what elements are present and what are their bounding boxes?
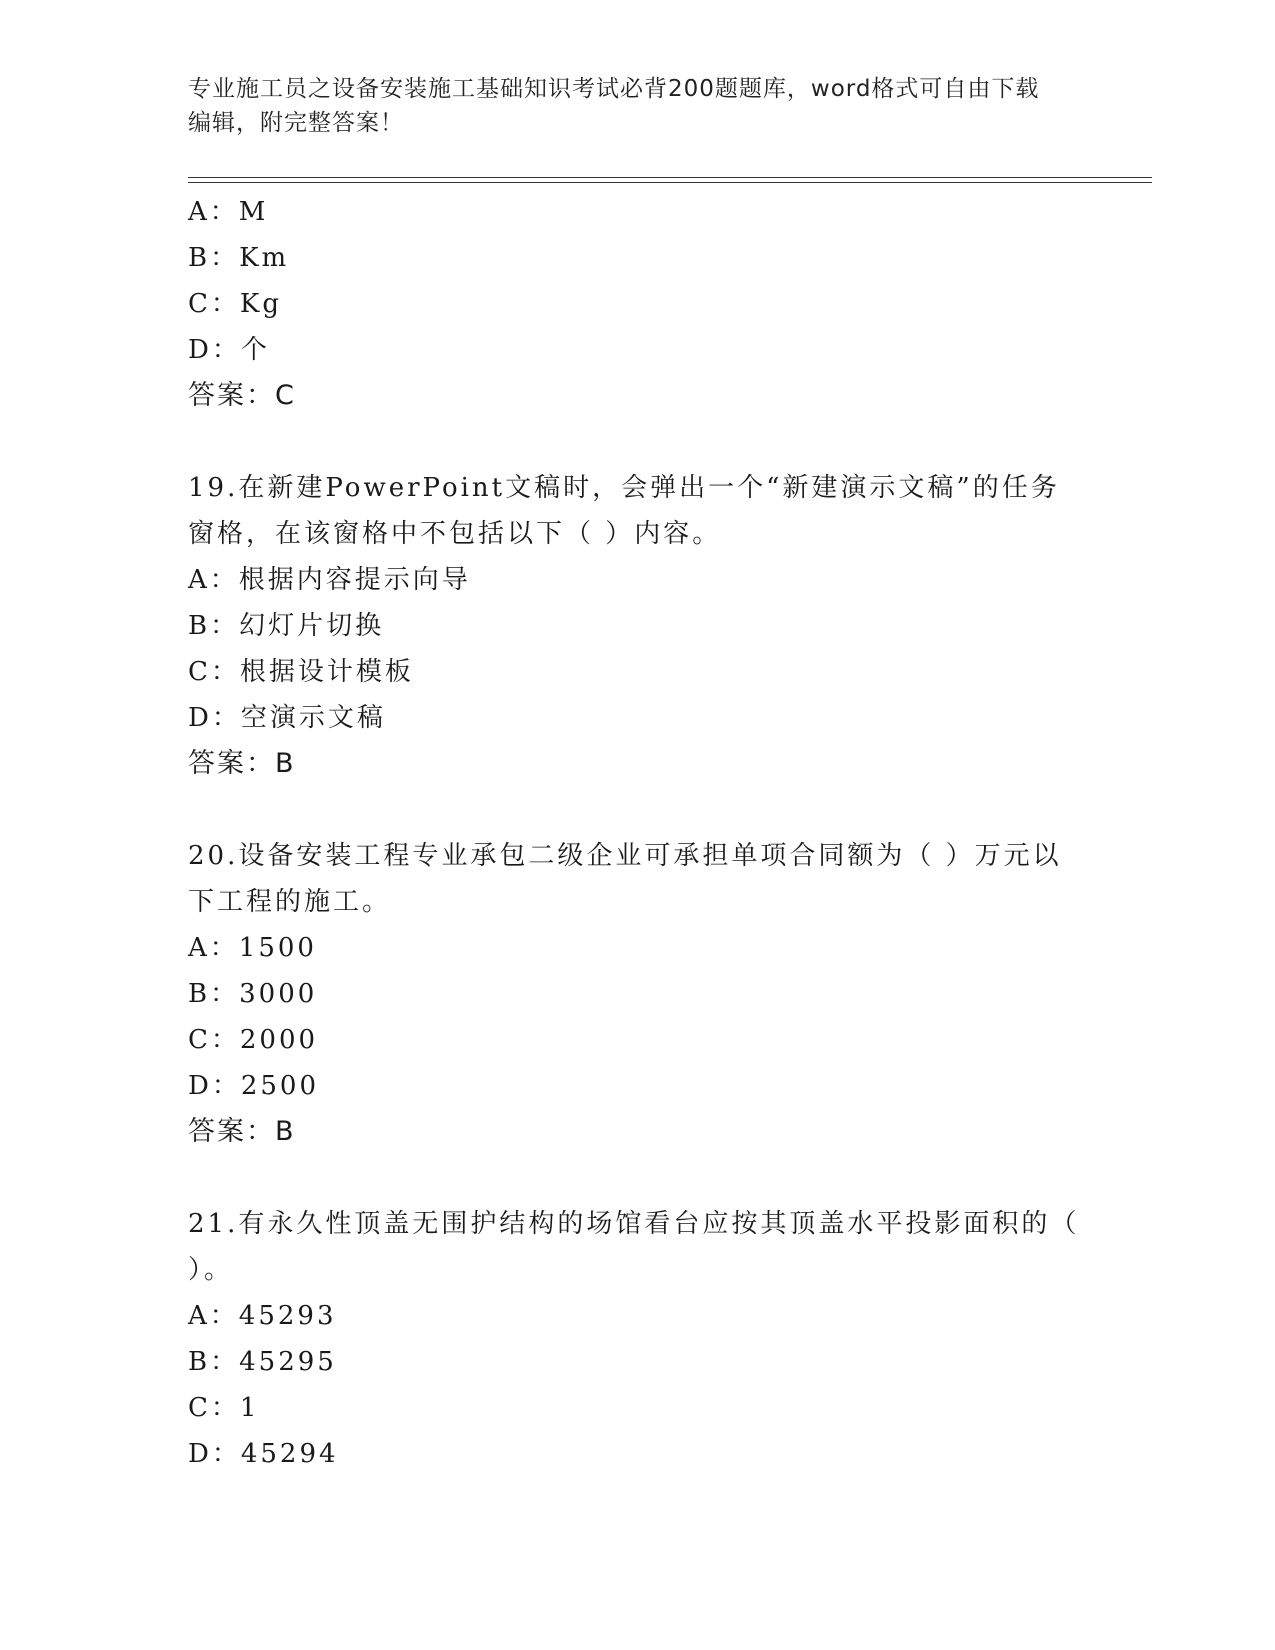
question-stem-line1: 21.有永久性顶盖无围护结构的场馆看台应按其顶盖水平投影面积的（ <box>188 1209 1080 1239</box>
header-title-line1: 专业施工员之设备安装施工基础知识考试必背200题题库，word格式可自由下载 <box>188 76 1040 102</box>
option-d: D：空演示文稿 <box>188 703 386 733</box>
question-19 <box>188 465 1088 787</box>
option-a: A：45293 <box>188 1301 337 1331</box>
question-21 <box>188 1201 1088 1477</box>
answer-line: 答案：B <box>188 1116 296 1147</box>
question-18 <box>188 189 1088 419</box>
header-title-line2: 编辑，附完整答案！ <box>188 110 404 136</box>
answer-line: 答案：B <box>188 748 296 779</box>
option-c: C：1 <box>188 1393 260 1423</box>
question-stem-line1: 19.在新建PowerPoint文稿时，会弹出一个“新建演示文稿”的任务 <box>188 473 1060 503</box>
spacer <box>188 787 1088 833</box>
header-divider-top <box>188 177 1152 178</box>
document-header <box>188 72 1068 140</box>
option-b: B：45295 <box>188 1347 337 1377</box>
option-b: B：幻灯片切换 <box>188 611 385 641</box>
question-stem-line2: 下工程的施工。 <box>188 887 392 917</box>
question-stem-line2: 窗格，在该窗格中不包括以下（ ）内容。 <box>188 519 722 549</box>
option-a: A：1500 <box>188 933 317 963</box>
question-20 <box>188 833 1088 1155</box>
option-b: B：Km <box>188 243 290 273</box>
spacer <box>188 419 1088 465</box>
spacer <box>188 1155 1088 1201</box>
answer-line: 答案：C <box>188 380 296 411</box>
option-c: C：Kg <box>188 289 282 319</box>
option-c: C：2000 <box>188 1025 319 1055</box>
option-a: A：M <box>188 197 269 227</box>
option-d: D：45294 <box>188 1439 339 1469</box>
option-d: D：个 <box>188 335 270 365</box>
option-b: B：3000 <box>188 979 318 1009</box>
question-stem-line1: 20.设备安装工程专业承包二级企业可承担单项合同额为（ ）万元以 <box>188 841 1062 871</box>
option-c: C：根据设计模板 <box>188 657 414 687</box>
option-a: A：根据内容提示向导 <box>188 565 471 595</box>
question-list <box>188 189 1088 1477</box>
option-d: D：2500 <box>188 1071 320 1101</box>
question-stem-line2: ）。 <box>188 1255 234 1285</box>
header-divider-bottom <box>188 182 1152 183</box>
